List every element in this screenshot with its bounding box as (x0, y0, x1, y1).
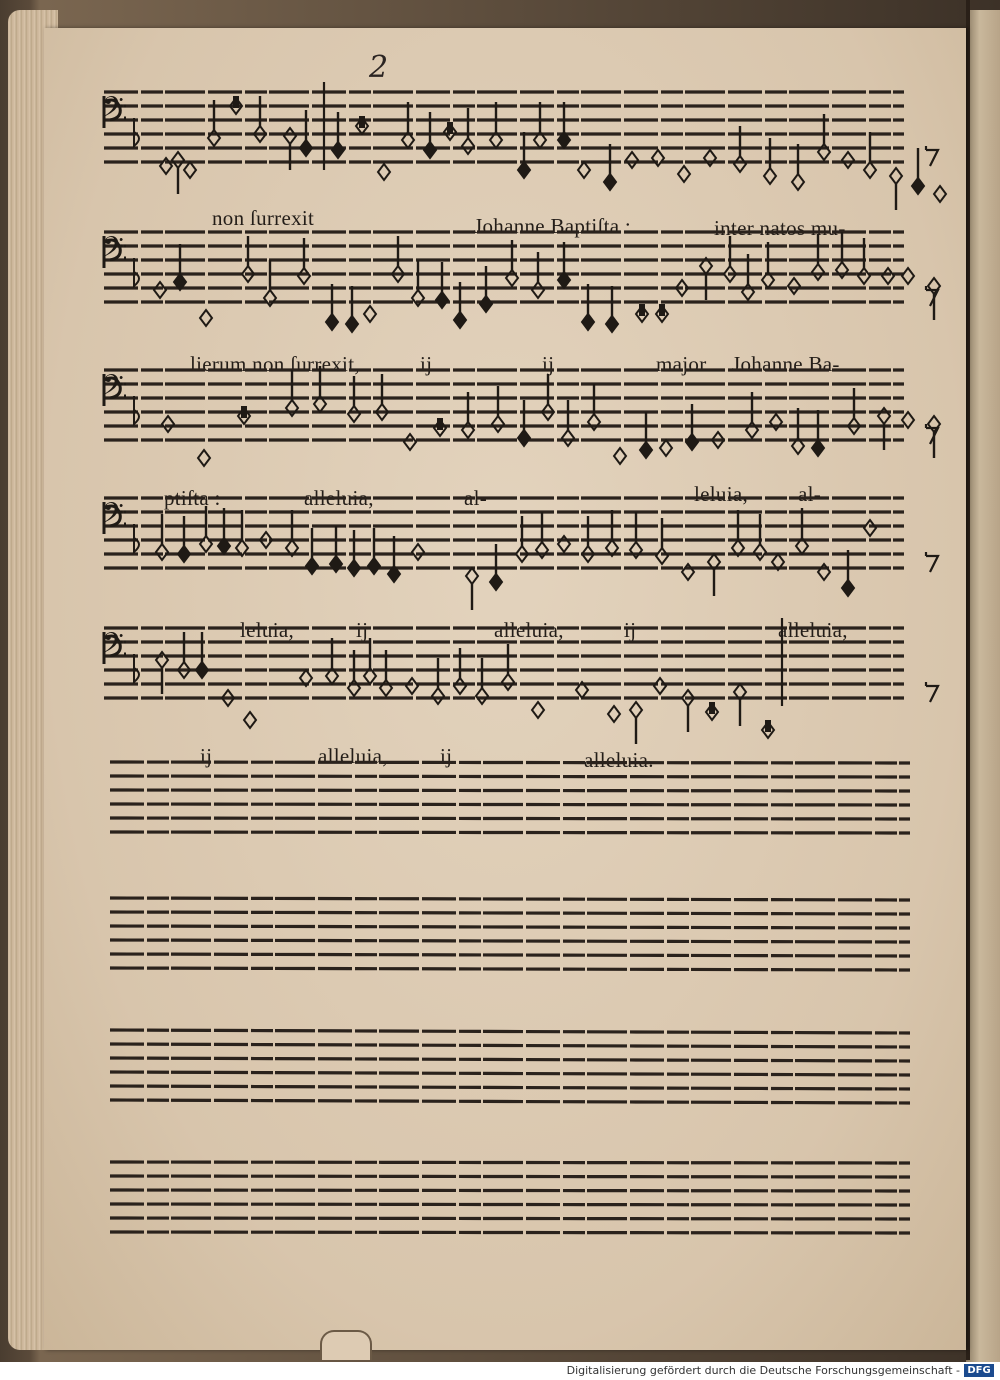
lyric-5-3: ij (440, 744, 453, 768)
book-gutter (966, 10, 1000, 1362)
staff-5-notation (104, 624, 954, 714)
lyric-3-5: al- (798, 482, 822, 506)
svg-text:𝄢: 𝄢 (102, 497, 124, 537)
lyric-4-2: ij (356, 618, 369, 642)
empty-staff-4 (110, 1158, 960, 1248)
lyric-1-3: inter natos mu- (714, 216, 846, 240)
music-system-1 (104, 88, 954, 238)
lyric-2-5: Johanne Ba- (732, 352, 840, 376)
empty-staff-lines-1 (110, 758, 960, 848)
lyric-5-4: alleluia. (584, 748, 654, 772)
empty-staff-lines-3 (110, 1026, 960, 1116)
lyric-5-1: ij (200, 744, 213, 768)
footer-bar (0, 1362, 1000, 1380)
lyric-4-5: alleluia, (778, 618, 848, 642)
book-spine (966, 0, 970, 1360)
lyric-3-4: leluia, (694, 482, 748, 506)
staff-4-notation (104, 494, 954, 584)
book-page (44, 28, 966, 1350)
empty-staff-1 (110, 758, 960, 848)
music-system-5 (104, 624, 954, 774)
svg-text:𝄢: 𝄢 (102, 231, 124, 271)
empty-staff-3 (110, 1026, 960, 1116)
lyric-2-3: ij (542, 352, 555, 376)
lyric-1-2: Johanne Baptiſta : (474, 214, 632, 238)
lyric-4-1: leluia, (240, 618, 294, 642)
lyric-3-2: alleluia, (304, 486, 374, 510)
music-system-4 (104, 494, 954, 644)
footer-credit: Digitalisierung gefördert durch die Deutsche Forschungsgemeinschaft - (566, 1364, 960, 1377)
lyric-4-3: alleluia, (494, 618, 564, 642)
svg-text:𝄢: 𝄢 (102, 627, 124, 667)
staff-1-notation (104, 88, 954, 178)
lyric-3-3: al- (464, 486, 488, 510)
staff-3-notation (104, 366, 954, 456)
staff-2-notation (104, 228, 954, 318)
lyric-2-2: ij (420, 352, 433, 376)
svg-text:𝄢: 𝄢 (102, 91, 124, 131)
empty-staff-lines-2 (110, 894, 960, 984)
lyric-1-1: non ſurrexit (212, 206, 315, 230)
lyric-2-4: major (656, 352, 707, 376)
page-tab (320, 1330, 372, 1360)
page-number: 2 (369, 50, 389, 85)
empty-staff-2 (110, 894, 960, 984)
lyric-2-1: lierum non ſurrexit, (190, 352, 360, 376)
music-system-2 (104, 228, 954, 378)
lyric-3-1: ptiſta : (164, 486, 221, 510)
lyric-5-2: alleluia, (318, 744, 388, 768)
empty-staff-lines-4 (110, 1158, 960, 1248)
dfg-logo: DFG (964, 1364, 994, 1377)
svg-text:𝄢: 𝄢 (102, 369, 124, 409)
lyric-4-4: ij (624, 618, 637, 642)
